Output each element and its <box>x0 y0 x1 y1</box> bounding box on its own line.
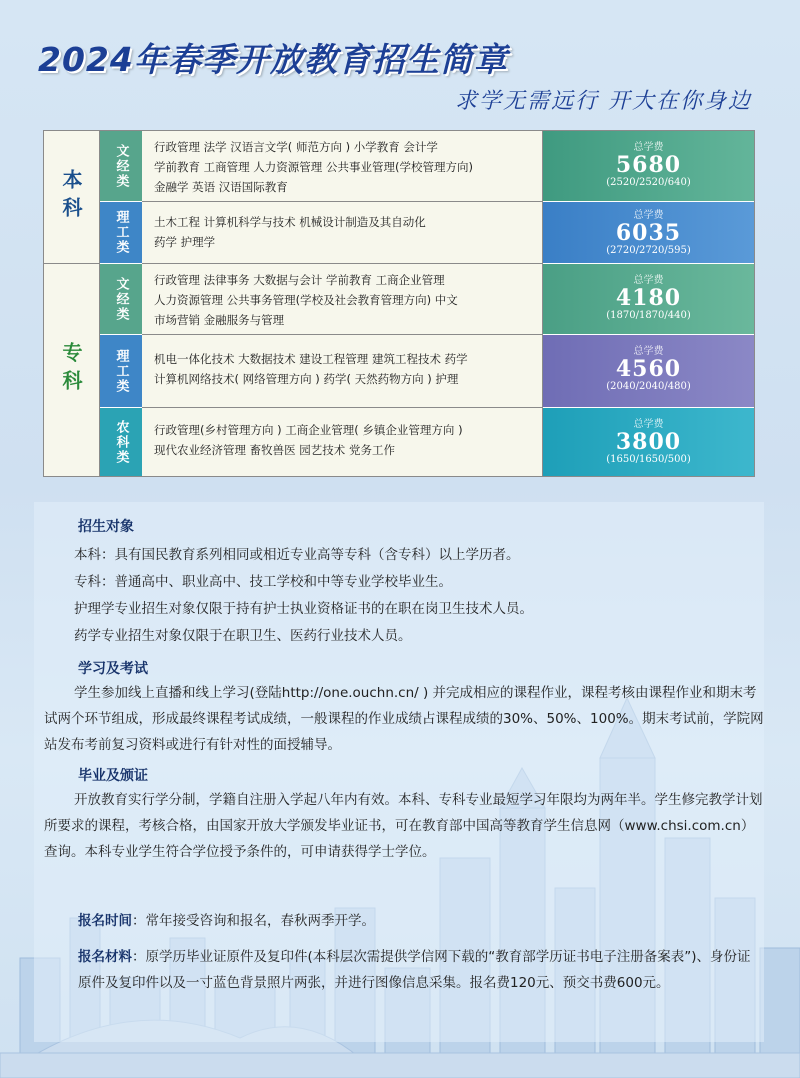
majors-zhuanke-wenjing: 行政管理 法律事务 大数据与会计 学前教育 工商企业管理 人力资源管理 公共事务管理(学校及社会教育管理方向) 中文 市场营销 金融服务与管理 <box>142 264 543 335</box>
fee-benke-wenjing: 总学费 5680 (2520/2520/640) <box>543 131 754 202</box>
enroll-benke: 本科：具有国民教育系列相同或相近专业高等专科（含专科）以上学历者。 <box>74 547 520 563</box>
fee-amount: 4560 <box>615 356 682 382</box>
graduate-text: 开放教育实行学分制，学籍自注册入学起八年内有效。本科、专科专业最短学习年限均为两年半。学生修完教学计划所要求的课程，考核合格，由国家开放大学颁发毕业证书，可在教育部中国高等教育学生信息网（www.chsi.com.cn）查询。本科专业学生符合学位授予条件的，可申请获得学士学位。 <box>44 792 763 860</box>
fee-zhuanke-ligong: 总学费 4560 (2040/2040/480) <box>543 335 754 408</box>
majors-benke-ligong: 土木工程 计算机科学与技术 机械设计制造及其自动化 药学 护理学 <box>142 202 543 264</box>
category-benke-wenjing: 文经类 <box>100 131 142 202</box>
fee-amount: 3800 <box>615 429 682 455</box>
registration-time: 报名时间：常年接受咨询和报名，春秋两季开学。 <box>78 913 375 929</box>
slogan: 求学无需远行 开大在你身边 <box>455 89 752 114</box>
fee-breakdown: (1870/1870/440) <box>606 310 691 321</box>
heading-enroll: 招生对象 <box>78 519 134 535</box>
level-zhuanke-label: 专科 <box>59 342 83 398</box>
enroll-zhuanke: 专科：普通高中、职业高中、技工学校和中等专业学校毕业生。 <box>74 574 452 590</box>
fee-breakdown: (1650/1650/500) <box>606 454 691 465</box>
level-zhuanke <box>44 264 100 476</box>
fee-benke-ligong: 总学费 6035 (2720/2720/595) <box>543 202 754 264</box>
category-zhuanke-wenjing: 文经类 <box>100 264 142 335</box>
fee-zhuanke-wenjing: 总学费 4180 (1870/1870/440) <box>543 264 754 335</box>
fee-amount: 6035 <box>615 220 682 246</box>
enroll-pharmacy: 药学专业招生对象仅限于在职卫生、医药行业技术人员。 <box>74 628 412 644</box>
fee-zhuanke-nong: 总学费 3800 (1650/1650/500) <box>543 408 754 476</box>
program-fee-table <box>43 130 755 477</box>
level-benke-label: 本科 <box>59 169 83 225</box>
heading-graduate: 毕业及颁证 <box>78 768 148 784</box>
category-zhuanke-ligong: 理工类 <box>100 335 142 408</box>
fee-breakdown: (2720/2720/595) <box>606 245 691 256</box>
category-zhuanke-nong: 农科类 <box>100 408 142 476</box>
level-benke <box>44 131 100 264</box>
heading-study: 学习及考试 <box>78 661 148 677</box>
category-benke-ligong: 理工类 <box>100 202 142 264</box>
majors-benke-wenjing: 行政管理 法学 汉语言文学( 师范方向 ) 小学教育 会计学 学前教育 工商管理 人力资源管理 公共事业管理(学校管理方向) 金融学 英语 汉语国际教育 <box>142 131 543 202</box>
page-title: 2024年春季开放教育招生简章 <box>38 40 508 79</box>
study-text: 学生参加线上直播和线上学习(登陆http://one.ouchn.cn/ ) 并完成相应的课程作业，课程考核由课程作业和期末考试两个环节组成，形成最终课程考试成绩，一般课程的作业成绩占课程成绩的30%、50%、100%。期末考试前，学院网站发布考前复习资料或进行有针对性的面授辅导。 <box>44 685 764 753</box>
enroll-nursing: 护理学专业招生对象仅限于持有护士执业资格证书的在职在岗卫生技术人员。 <box>74 601 533 617</box>
fee-breakdown: (2040/2040/480) <box>606 381 691 392</box>
majors-zhuanke-ligong: 机电一体化技术 大数据技术 建设工程管理 建筑工程技术 药学 计算机网络技术( 网络管理方向 ) 药学( 天然药物方向 ) 护理 <box>142 335 543 408</box>
majors-zhuanke-nong: 行政管理(乡村管理方向 ) 工商企业管理( 乡镇企业管理方向 ) 现代农业经济管理 畜牧兽医 园艺技术 党务工作 <box>142 408 543 476</box>
registration-materials: 报名材料：原学历毕业证原件及复印件(本科层次需提供学信网下载的“教育部学历证书电子注册备案表”)、身份证原件及复印件以及一寸蓝色背景照片两张，并进行图像信息采集。报名费120元、预交书费600元。 <box>78 949 751 991</box>
fee-breakdown: (2520/2520/640) <box>606 177 691 188</box>
fee-amount: 4180 <box>615 285 682 311</box>
fee-amount: 5680 <box>615 152 682 178</box>
